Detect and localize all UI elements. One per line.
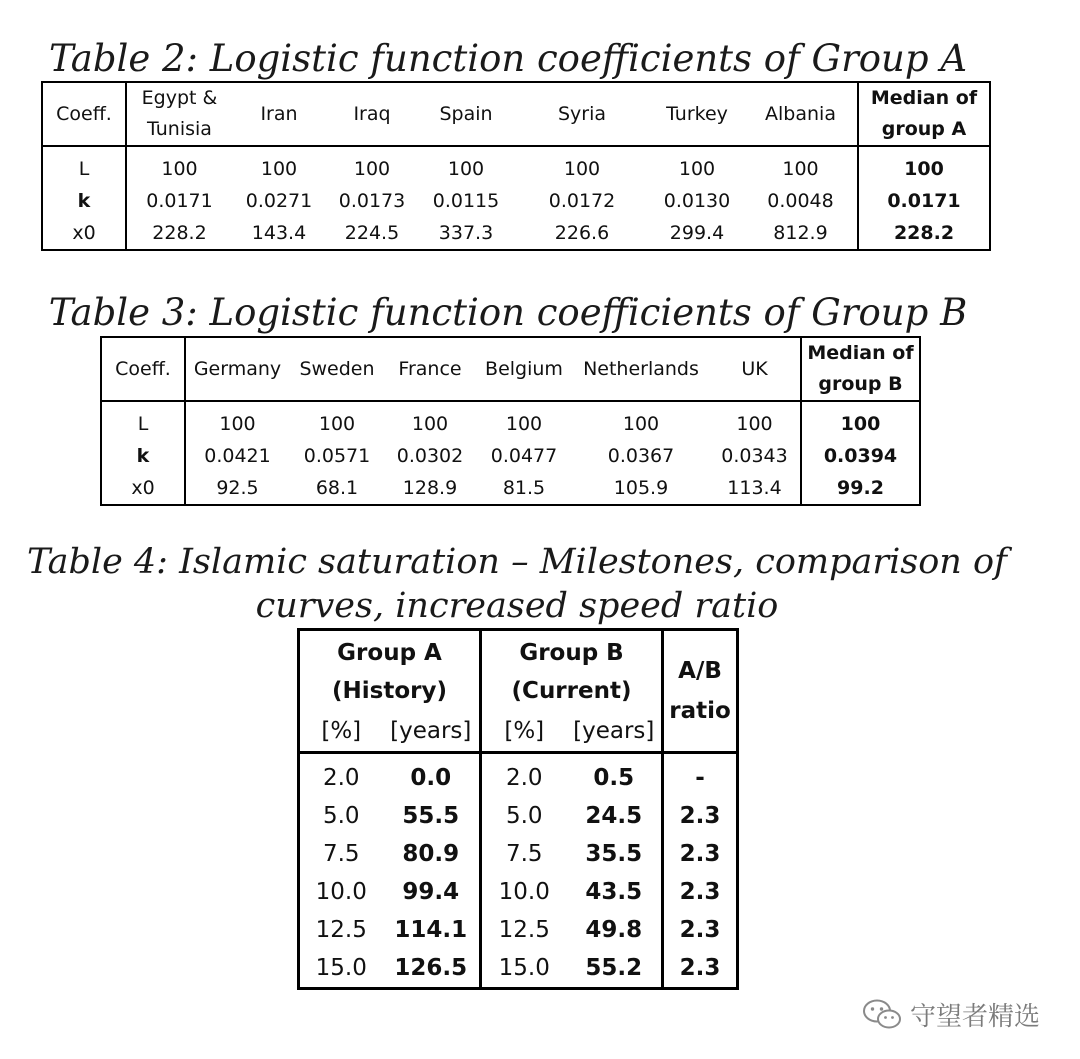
table2-caption: Table 2: Logistic function coefficients of Group A (48, 37, 968, 80)
table3-header-cell: Netherlands (573, 337, 709, 401)
table4-group-a-header: Group A (History) (332, 640, 447, 704)
table2-cell: 100 (447, 158, 485, 180)
table3-cell: 0.0367 (607, 445, 675, 467)
watermark-text: 守望者精选 (910, 1001, 1041, 1032)
table-row (299, 911, 738, 949)
table-row (101, 401, 920, 440)
table2-row-label: x0 (42, 217, 126, 250)
table2-header-cell: Egypt & Tunisia (126, 82, 232, 146)
table3-median-cell: 99.2 (801, 472, 920, 505)
table4-b-pct: 7.5 (481, 835, 567, 873)
table3-cell: 100 (736, 413, 773, 435)
table4-ratio: 2.3 (663, 873, 738, 911)
table2-cell: 224.5 (344, 222, 400, 244)
table3-cell: 113.4 (727, 477, 782, 499)
table3-cell: 0.0343 (721, 445, 788, 467)
table4-caption-line1: Table 4: Islamic saturation – Milestones, comparison of (26, 542, 1008, 582)
table2-cell: 812.9 (773, 222, 828, 244)
table2-header-median: Median of group A (858, 82, 990, 146)
table2-cell: 0.0130 (663, 190, 731, 212)
table3-cell: 0.0302 (396, 445, 464, 467)
table4-ratio-header: A/B ratio (663, 630, 738, 753)
table3-row-label: L (101, 401, 185, 440)
table2-cell: 100 (678, 158, 716, 180)
table-row (101, 440, 920, 472)
table3-cell: 105.9 (613, 477, 669, 499)
table4-b-pct: 15.0 (481, 949, 567, 989)
table3-cell: 68.1 (315, 477, 359, 499)
table4-b-pct: 2.0 (481, 753, 567, 798)
table-row (42, 146, 990, 185)
table-row (299, 873, 738, 911)
table2-cell: 226.6 (554, 222, 610, 244)
table2-cell: 100 (782, 158, 819, 180)
table2-header-cell: Turkey (650, 82, 744, 146)
table4-unit-years: [years] (383, 711, 481, 753)
table3-median-cell: 100 (801, 401, 920, 440)
table2-median-cell: 0.0171 (858, 185, 990, 217)
table4-b-years: 0.5 (593, 765, 635, 791)
table-row (42, 217, 990, 250)
table3-cell: 100 (622, 413, 660, 435)
table3-cell: 92.5 (216, 477, 259, 499)
table4-a-pct: 2.0 (322, 765, 360, 791)
table4-b-years: 55.2 (585, 955, 643, 981)
table4-b-pct: 10.0 (481, 873, 567, 911)
table2 (41, 81, 991, 251)
table-row (42, 185, 990, 217)
table3-row-label: k (101, 440, 185, 472)
table3 (100, 336, 921, 506)
table3-header-cell: UK (709, 337, 801, 401)
table2-header-cell: Albania (744, 82, 858, 146)
table2-cell: 228.2 (152, 222, 207, 244)
table3-header-cell: France (385, 337, 475, 401)
table3-median-cell: 0.0394 (801, 440, 920, 472)
table2-cell: 337.3 (438, 222, 494, 244)
table4-b-years: 43.5 (585, 879, 643, 905)
table2-median-cell: 228.2 (858, 217, 990, 250)
table4-unit-pct: [%] (299, 711, 383, 753)
table4-caption-line2: curves, increased speed ratio (255, 586, 779, 626)
table4-a-pct: 12.5 (315, 917, 367, 943)
table4-a-pct: 10.0 (315, 879, 367, 905)
table4-group-b-header: Group B (Current) (481, 630, 663, 712)
table3-cell: 0.0421 (204, 445, 271, 467)
table2-row-label: k (42, 185, 126, 217)
table-row (299, 949, 738, 989)
table4-b-years: 49.8 (585, 917, 643, 943)
table4-a-pct: 5.0 (322, 803, 360, 829)
table3-row-label: x0 (101, 472, 185, 505)
table4-b-years: 24.5 (585, 803, 643, 829)
table4-a-years: 80.9 (402, 841, 460, 867)
table2-cell: 0.0172 (548, 190, 616, 212)
table2-cell: 299.4 (669, 222, 725, 244)
table2-cell: 100 (161, 158, 198, 180)
table3-header-cell: Germany (185, 337, 289, 401)
table4-b-years: 35.5 (585, 841, 643, 867)
table4-a-years: 0.0 (410, 765, 452, 791)
table4-a-years: 55.5 (402, 803, 460, 829)
table4-unit-pct: [%] (481, 711, 567, 753)
table-row (299, 797, 738, 835)
table2-header-cell: Spain (418, 82, 514, 146)
table4-a-pct: 7.5 (322, 841, 360, 867)
table4-b-pct: 12.5 (481, 911, 567, 949)
table3-cell: 100 (219, 413, 256, 435)
table3-header-cell: Belgium (475, 337, 573, 401)
table2-cell: 0.0171 (146, 190, 213, 212)
table4-a-years: 99.4 (402, 879, 460, 905)
table3-cell: 100 (505, 413, 543, 435)
table2-header-cell: Iran (232, 82, 326, 146)
table4-ratio: 2.3 (663, 949, 738, 989)
table2-cell: 0.0048 (767, 190, 834, 212)
table2-header-cell: Syria (514, 82, 650, 146)
table4-ratio: 2.3 (663, 911, 738, 949)
table2-median-cell: 100 (858, 146, 990, 185)
table3-header-cell: Coeff. (101, 337, 185, 401)
table-row (299, 753, 738, 798)
watermark (862, 994, 1040, 1034)
table3-cell: 128.9 (402, 477, 458, 499)
table4-ratio: - (663, 753, 738, 798)
table4-a-years: 126.5 (394, 955, 468, 981)
table3-caption: Table 3: Logistic function coefficients of Group B (48, 291, 968, 334)
table2-cell: 100 (260, 158, 298, 180)
table-row (299, 835, 738, 873)
table4-ratio: 2.3 (663, 835, 738, 873)
table3-cell: 0.0477 (490, 445, 558, 467)
table3-header-median: Median of group B (801, 337, 920, 401)
table2-header-cell: Coeff. (42, 82, 126, 146)
table3-cell: 81.5 (502, 477, 546, 499)
table4-ratio: 2.3 (663, 797, 738, 835)
table4 (297, 628, 739, 990)
table-row (101, 472, 920, 505)
table2-cell: 0.0115 (432, 190, 500, 212)
table4-a-pct: 15.0 (315, 955, 367, 981)
table3-cell: 0.0571 (303, 445, 371, 467)
table4-b-pct: 5.0 (481, 797, 567, 835)
table3-header-cell: Sweden (289, 337, 385, 401)
table2-cell: 100 (563, 158, 601, 180)
table3-cell: 100 (411, 413, 449, 435)
wechat-icon (862, 998, 902, 1030)
table2-cell: 143.4 (251, 222, 307, 244)
table4-a-years: 114.1 (394, 917, 468, 943)
table2-cell: 100 (353, 158, 391, 180)
table2-cell: 0.0173 (338, 190, 406, 212)
table2-cell: 0.0271 (245, 190, 313, 212)
table2-row-label: L (42, 146, 126, 185)
table2-header-cell: Iraq (326, 82, 418, 146)
table4-unit-years: [years] (567, 711, 663, 753)
table3-cell: 100 (318, 413, 356, 435)
